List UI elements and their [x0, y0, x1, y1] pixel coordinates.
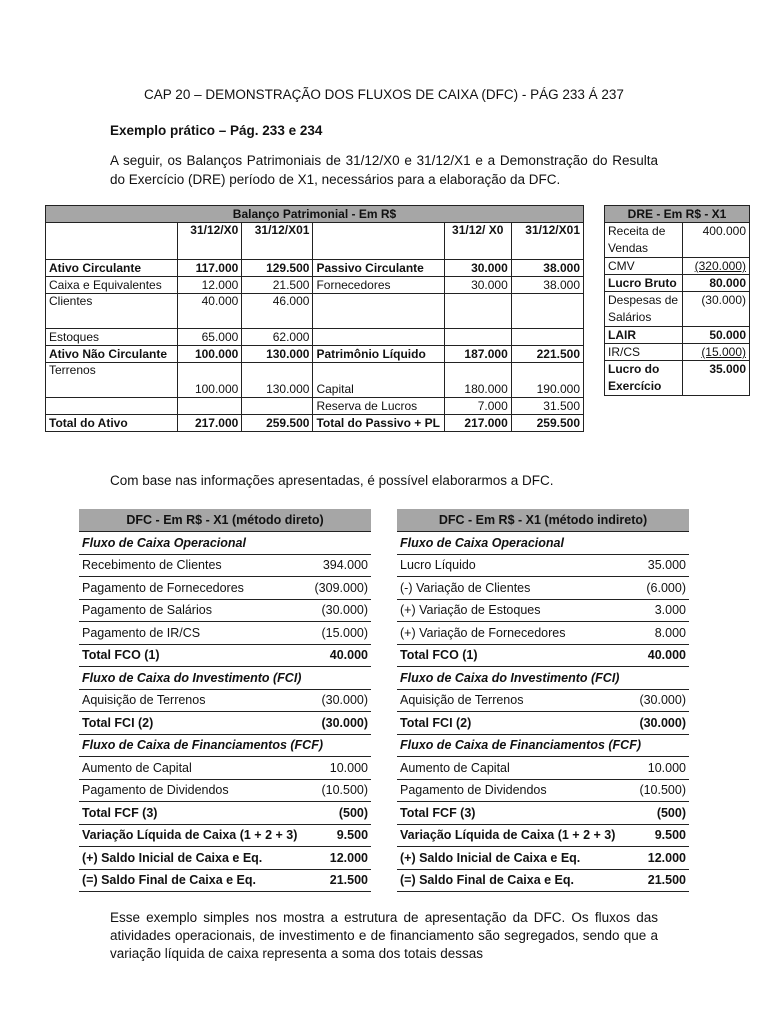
asset-x1: 259.500 — [242, 415, 313, 432]
total-value: (500) — [619, 802, 689, 825]
balance-sheet-table — [45, 205, 584, 432]
section-label: Fluxo de Caixa do Investimento (FCI) — [397, 667, 689, 690]
row-value: (15.000) — [301, 622, 371, 645]
row-label: Aquisição de Terrenos — [79, 689, 301, 712]
dre-value: 50.000 — [683, 327, 750, 344]
dfc-indirect-table — [397, 509, 689, 892]
row-value: (10.500) — [301, 779, 371, 802]
asset-x0: 40.000 — [178, 294, 242, 329]
total-value: (30.000) — [301, 712, 371, 735]
asset-x0: 117.000 — [178, 260, 242, 277]
liability-x0: 217.000 — [444, 415, 511, 432]
row-label: Aumento de Capital — [397, 757, 619, 780]
page-title: CAP 20 – DEMONSTRAÇÃO DOS FLUXOS DE CAIXA (DFC) - PÁG 233 Á 237 — [144, 87, 624, 102]
total-label: Total FCI (2) — [79, 712, 301, 735]
col-header-liab-x1: 31/12/X01 — [511, 223, 583, 260]
asset-x0: 217.000 — [178, 415, 242, 432]
intro-paragraph: A seguir, os Balanços Patrimoniais de 31/12/X0 e 31/12/X1 e a Demonstração do Resulta do Exercício (DRE) período de X1, necessários para a elaboração da DFC. — [110, 153, 658, 187]
total-value: 9.500 — [301, 824, 371, 847]
dre-table — [604, 205, 750, 396]
asset-label: Ativo Circulante — [46, 260, 178, 277]
asset-label: Clientes — [46, 294, 178, 329]
balance-sheet-title: Balanço Patrimonial - Em R$ — [46, 206, 584, 223]
row-label: Pagamento de Salários — [79, 599, 301, 622]
section-label: Fluxo de Caixa de Financiamentos (FCF) — [79, 734, 371, 757]
col-header-liab-x0: 31/12/ X0 — [444, 223, 511, 260]
liability-x1: 221.500 — [511, 346, 583, 363]
liability-x0 — [444, 294, 511, 329]
header-blank — [46, 223, 178, 260]
liability-label: Total do Passivo + PL — [313, 415, 444, 432]
asset-x0: 12.000 — [178, 277, 242, 294]
row-value: 10.000 — [301, 757, 371, 780]
row-value: (309.000) — [301, 577, 371, 600]
asset-label: Terrenos — [46, 363, 178, 398]
closing-paragraph: Esse exemplo simples nos mostra a estrutura de apresentação da DFC. Os fluxos das atividades operacionais, de investimento e de financiamento são segregados, sendo que a variação líquida de caixa representa a soma dos totais dessas — [110, 910, 658, 961]
dre-label: Lucro Bruto — [605, 275, 683, 292]
dre-value: 35.000 — [683, 361, 750, 396]
row-value: 35.000 — [619, 554, 689, 577]
liability-label: Fornecedores — [313, 277, 444, 294]
liability-x0: 187.000 — [444, 346, 511, 363]
liability-x0: 180.000 — [444, 363, 511, 398]
section-label: Fluxo de Caixa Operacional — [79, 532, 371, 555]
asset-label: Estoques — [46, 329, 178, 346]
col-header-x0: 31/12/X0 — [178, 223, 242, 260]
liability-x1: 38.000 — [511, 277, 583, 294]
dre-value: (15.000) — [683, 344, 750, 361]
total-label: (=) Saldo Final de Caixa e Eq. — [79, 869, 301, 892]
asset-x1: 62.000 — [242, 329, 313, 346]
section-label: Fluxo de Caixa do Investimento (FCI) — [79, 667, 371, 690]
total-label: Total FCI (2) — [397, 712, 619, 735]
asset-x0: 100.000 — [178, 346, 242, 363]
row-label: (+) Variação de Fornecedores — [397, 622, 619, 645]
total-label: Total FCF (3) — [397, 802, 619, 825]
asset-label: Ativo Não Circulante — [46, 346, 178, 363]
row-value: (10.500) — [619, 779, 689, 802]
section-label: Fluxo de Caixa Operacional — [397, 532, 689, 555]
row-label: Aquisição de Terrenos — [397, 689, 619, 712]
liability-x1: 38.000 — [511, 260, 583, 277]
dre-value: 80.000 — [683, 275, 750, 292]
dre-label: Lucro do Exercício — [605, 361, 683, 396]
row-value: 10.000 — [619, 757, 689, 780]
liability-x0 — [444, 329, 511, 346]
total-value: 21.500 — [301, 869, 371, 892]
liability-x0: 7.000 — [444, 398, 511, 415]
total-label: (+) Saldo Inicial de Caixa e Eq. — [79, 847, 301, 870]
dre-label: IR/CS — [605, 344, 683, 361]
asset-x0: 65.000 — [178, 329, 242, 346]
row-value: (30.000) — [301, 689, 371, 712]
row-label: Recebimento de Clientes — [79, 554, 301, 577]
total-value: 40.000 — [301, 644, 371, 667]
row-label: Pagamento de Fornecedores — [79, 577, 301, 600]
total-label: Variação Líquida de Caixa (1 + 2 + 3) — [397, 824, 619, 847]
total-value: 40.000 — [619, 644, 689, 667]
dre-title: DRE - Em R$ - X1 — [605, 206, 750, 223]
row-label: Pagamento de Dividendos — [397, 779, 619, 802]
total-label: Total FCO (1) — [397, 644, 619, 667]
row-value: 3.000 — [619, 599, 689, 622]
dfc-indirect-title: DFC - Em R$ - X1 (método indireto) — [397, 509, 689, 532]
asset-x1: 46.000 — [242, 294, 313, 329]
asset-label: Total do Ativo — [46, 415, 178, 432]
asset-x1: 130.000 — [242, 346, 313, 363]
asset-x0 — [178, 398, 242, 415]
liability-label: Passivo Circulante — [313, 260, 444, 277]
total-value: (30.000) — [619, 712, 689, 735]
row-label: Pagamento de IR/CS — [79, 622, 301, 645]
example-title: Exemplo prático – Pág. 233 e 234 — [110, 123, 323, 138]
liability-x1 — [511, 329, 583, 346]
total-label: (=) Saldo Final de Caixa e Eq. — [397, 869, 619, 892]
total-label: Variação Líquida de Caixa (1 + 2 + 3) — [79, 824, 301, 847]
row-label: Lucro Líquido — [397, 554, 619, 577]
dre-label: Despesas de Salários — [605, 292, 683, 327]
dre-value: (30.000) — [683, 292, 750, 327]
asset-x1: 21.500 — [242, 277, 313, 294]
dre-label: Receita de Vendas — [605, 223, 683, 258]
total-value: (500) — [301, 802, 371, 825]
row-label: Pagamento de Dividendos — [79, 779, 301, 802]
total-value: 12.000 — [301, 847, 371, 870]
header-blank — [313, 223, 444, 260]
total-value: 9.500 — [619, 824, 689, 847]
row-value: 394.000 — [301, 554, 371, 577]
row-value: (30.000) — [619, 689, 689, 712]
dfc-direct-title: DFC - Em R$ - X1 (método direto) — [79, 509, 371, 532]
liability-x0: 30.000 — [444, 260, 511, 277]
liability-label: Reserva de Lucros — [313, 398, 444, 415]
liability-label — [313, 329, 444, 346]
total-label: Total FCO (1) — [79, 644, 301, 667]
row-value: (6.000) — [619, 577, 689, 600]
asset-label: Caixa e Equivalentes — [46, 277, 178, 294]
total-value: 12.000 — [619, 847, 689, 870]
asset-x0: 100.000 — [178, 363, 242, 398]
dre-value: (320.000) — [683, 258, 750, 275]
total-label: Total FCF (3) — [79, 802, 301, 825]
asset-label — [46, 398, 178, 415]
section-label: Fluxo de Caixa de Financiamentos (FCF) — [397, 734, 689, 757]
row-label: (+) Variação de Estoques — [397, 599, 619, 622]
base-paragraph: Com base nas informações apresentadas, é possível elaborarmos a DFC. — [110, 473, 554, 488]
dre-value: 400.000 — [683, 223, 750, 258]
asset-x1: 130.000 — [242, 363, 313, 398]
liability-label: Capital — [313, 363, 444, 398]
liability-x1: 190.000 — [511, 363, 583, 398]
row-value: 8.000 — [619, 622, 689, 645]
liability-x1: 259.500 — [511, 415, 583, 432]
liability-x1: 31.500 — [511, 398, 583, 415]
total-value: 21.500 — [619, 869, 689, 892]
dfc-direct-table — [79, 509, 371, 892]
liability-x0: 30.000 — [444, 277, 511, 294]
col-header-x1: 31/12/X01 — [242, 223, 313, 260]
asset-x1: 129.500 — [242, 260, 313, 277]
row-label: Aumento de Capital — [79, 757, 301, 780]
row-value: (30.000) — [301, 599, 371, 622]
liability-label: Patrimônio Líquido — [313, 346, 444, 363]
dre-label: LAIR — [605, 327, 683, 344]
dre-label: CMV — [605, 258, 683, 275]
liability-label — [313, 294, 444, 329]
row-label: (-) Variação de Clientes — [397, 577, 619, 600]
liability-x1 — [511, 294, 583, 329]
asset-x1 — [242, 398, 313, 415]
total-label: (+) Saldo Inicial de Caixa e Eq. — [397, 847, 619, 870]
